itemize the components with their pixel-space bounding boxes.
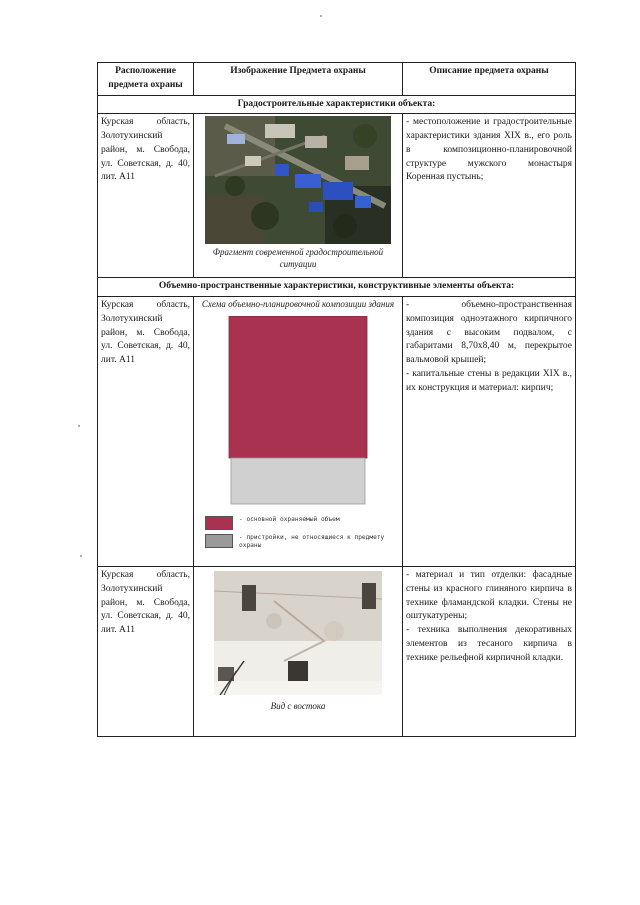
aerial-photo [205,116,391,244]
description-cell: - местоположение и градостроительные характеристики здания XIX в., его роль в композиционно-планировочной структуре мужского монастыря Коренная пустынь; [403,114,576,278]
legend-label-main: - основной охраняемый объем [239,516,340,524]
legend-item-annex [205,534,399,550]
header-description: Описание предмета охраны [403,63,576,96]
scan-speck [80,555,82,557]
annex-block [231,458,365,504]
description-cell: - материал и тип отделки: фасадные стены из красного глиняного кирпича в технике фламандской кладки. Стены не оштукатурены; - техника выполнения декоративных элементов из тесаного кирпича в технике рельефной кирпичной кладки. [403,567,576,737]
volume-scheme-diagram [223,316,373,506]
main-volume-block [229,316,367,458]
image-cell [194,297,403,567]
image-cell [194,114,403,278]
legend-swatch-annex [205,534,233,548]
image-cell [194,567,403,737]
east-view-photo [214,571,382,695]
section-row-volume [98,278,576,297]
image-caption: Вид с востока [270,701,326,712]
section-title-volume: Объемно-пространственные характеристики, конструктивные элементы объекта: [98,278,576,297]
image-caption: Фрагмент современной градостроительной ситуации [212,247,384,269]
location-cell: Курская область, Золотухинский район, м. Свобода, ул. Советская, д. 40, лит. А11 [98,567,194,737]
legend-label-annex: - пристройки, не относящиеся к предмету охраны [239,534,385,550]
table-row [98,567,576,737]
location-cell: Курская область, Золотухинский район, м. Свобода, ул. Советская, д. 40, лит. А11 [98,114,194,278]
table-header-row [98,63,576,96]
description-cell: - объемно-пространственная композиция одноэтажного кирпичного здания с высоким подвалом, с габаритами 8,70х8,40 м, перекрытое вальмовой крышей; - капитальные стены в редакции XIX в., их конструкция и материал: кирпич; [403,297,576,567]
image-caption: Схема объемно-планировочной композиции здания [201,299,395,310]
legend-swatch-main [205,516,233,530]
location-cell: Курская область, Золотухинский район, м. Свобода, ул. Советская, д. 40, лит. А11 [98,297,194,567]
table-row [98,114,576,278]
section-title-urban: Градостроительные характеристики объекта: [98,95,576,114]
table-row [98,297,576,567]
header-image: Изображение Предмета охраны [194,63,403,96]
protection-subject-table [97,62,576,737]
scan-speck [320,15,322,17]
legend-item-main [205,516,399,530]
section-row-urban [98,95,576,114]
header-location: Расположение предмета охраны [98,63,194,96]
scan-speck [78,425,80,427]
